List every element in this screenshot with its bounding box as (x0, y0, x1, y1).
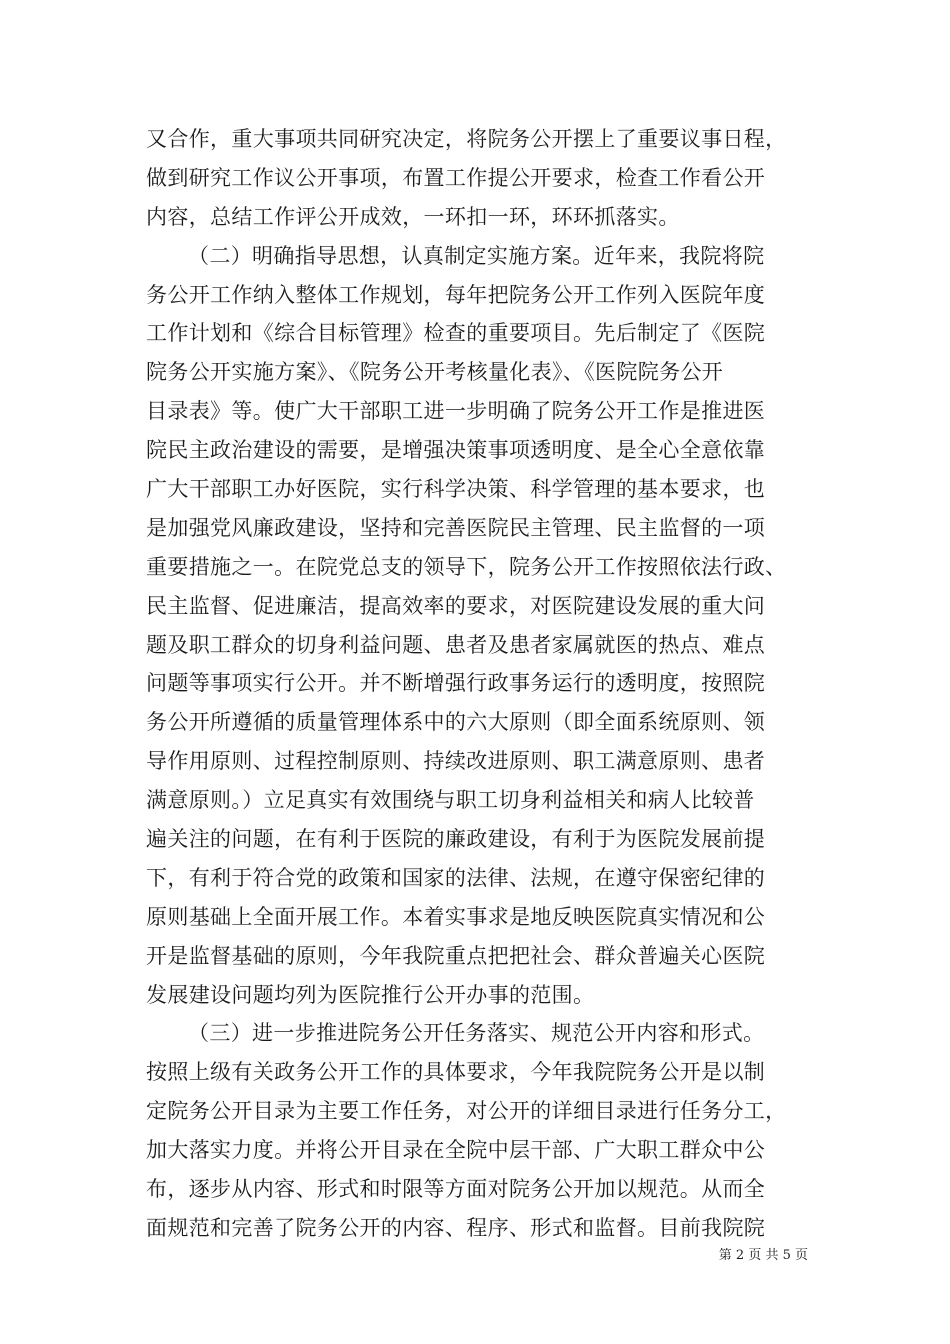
text-line: 院务公开实施方案》、《院务公开考核量化表》、《医院院务公开 (146, 360, 724, 385)
text-line: 发展建设问题均列为医院推行公开办事的范围。 (146, 982, 595, 1007)
text-line: 定院务公开目录为主要工作任务，对公开的详细目录进行任务分工， (146, 1099, 787, 1124)
text-line: 加大落实力度。并将公开目录在全院中层干部、广大职工群众中公 (146, 1138, 766, 1163)
text-line: 是加强党风廉政建设，坚持和完善医院民主管理、民主监督的一项 (146, 515, 766, 540)
text-line: 内容，总结工作评公开成效，一环扣一环，环环抓落实。 (146, 204, 680, 229)
text-line: 务公开工作纳入整体工作规划，每年把院务公开工作列入医院年度 (146, 282, 766, 307)
text-line: 导作用原则、过程控制原则、持续改进原则、职工满意原则、患者 (146, 749, 766, 774)
text-line: 务公开所遵循的质量管理体系中的六大原则（即全面系统原则、领 (146, 710, 766, 735)
text-line: 遍关注的问题，在有利于医院的廉政建设，有利于为医院发展前提 (146, 827, 766, 852)
text-line: 重要措施之一。在院党总支的领导下，院务公开工作按照依法行政、 (146, 554, 787, 579)
document-body (146, 120, 816, 1248)
text-line: 布，逐步从内容、形式和时限等方面对院务公开加以规范。从而全 (146, 1177, 766, 1202)
text-line: 开是监督基础的原则，今年我院重点把把社会、群众普遍关心医院 (146, 943, 766, 968)
text-line: 目录表》等。使广大干部职工进一步明确了院务公开工作是推进医 (146, 399, 766, 424)
page-footer: 第 2 页 共 5 页 (718, 1248, 808, 1263)
text-line: 又合作，重大事项共同研究决定，将院务公开摆上了重要议事日程， (146, 127, 787, 151)
text-line: 做到研究工作议公开事项，布置工作提公开要求，检查工作看公开 (146, 165, 766, 190)
text-line: 题及职工群众的切身利益问题、患者及患者家属就医的热点、难点 (146, 632, 766, 657)
paragraph-start-line: （二）明确指导思想，认真制定实施方案。近年来，我院将院 (188, 243, 765, 268)
text-line: 工作计划和《综合目标管理》检查的重要项目。先后制定了《医院 (146, 321, 766, 346)
text-line: 院民主政治建设的需要，是增强决策事项透明度、是全心全意依靠 (146, 438, 766, 463)
text-line: 广大干部职工办好医院，实行科学决策、科学管理的基本要求，也 (146, 477, 766, 502)
paragraph-start-line: （三）进一步推进院务公开任务落实、规范公开内容和形式。 (188, 1021, 765, 1046)
text-line: 原则基础上全面开展工作。本着实事求是地反映医院真实情况和公 (146, 904, 766, 929)
text-line: 满意原则。）立足真实有效围绕与职工切身利益相关和病人比较普 (146, 788, 755, 813)
text-line: 民主监督、促进廉洁，提高效率的要求，对医院建设发展的重大问 (146, 593, 766, 618)
text-line: 下，有利于符合党的政策和国家的法律、法规，在遵守保密纪律的 (146, 865, 766, 890)
text-line: 问题等事项实行公开。并不断增强行政事务运行的透明度，按照院 (146, 671, 766, 696)
text-line: 按照上级有关政务公开工作的具体要求，今年我院院务公开是以制 (146, 1060, 766, 1085)
text-line: 面规范和完善了院务公开的内容、程序、形式和监督。目前我院院 (146, 1215, 766, 1240)
